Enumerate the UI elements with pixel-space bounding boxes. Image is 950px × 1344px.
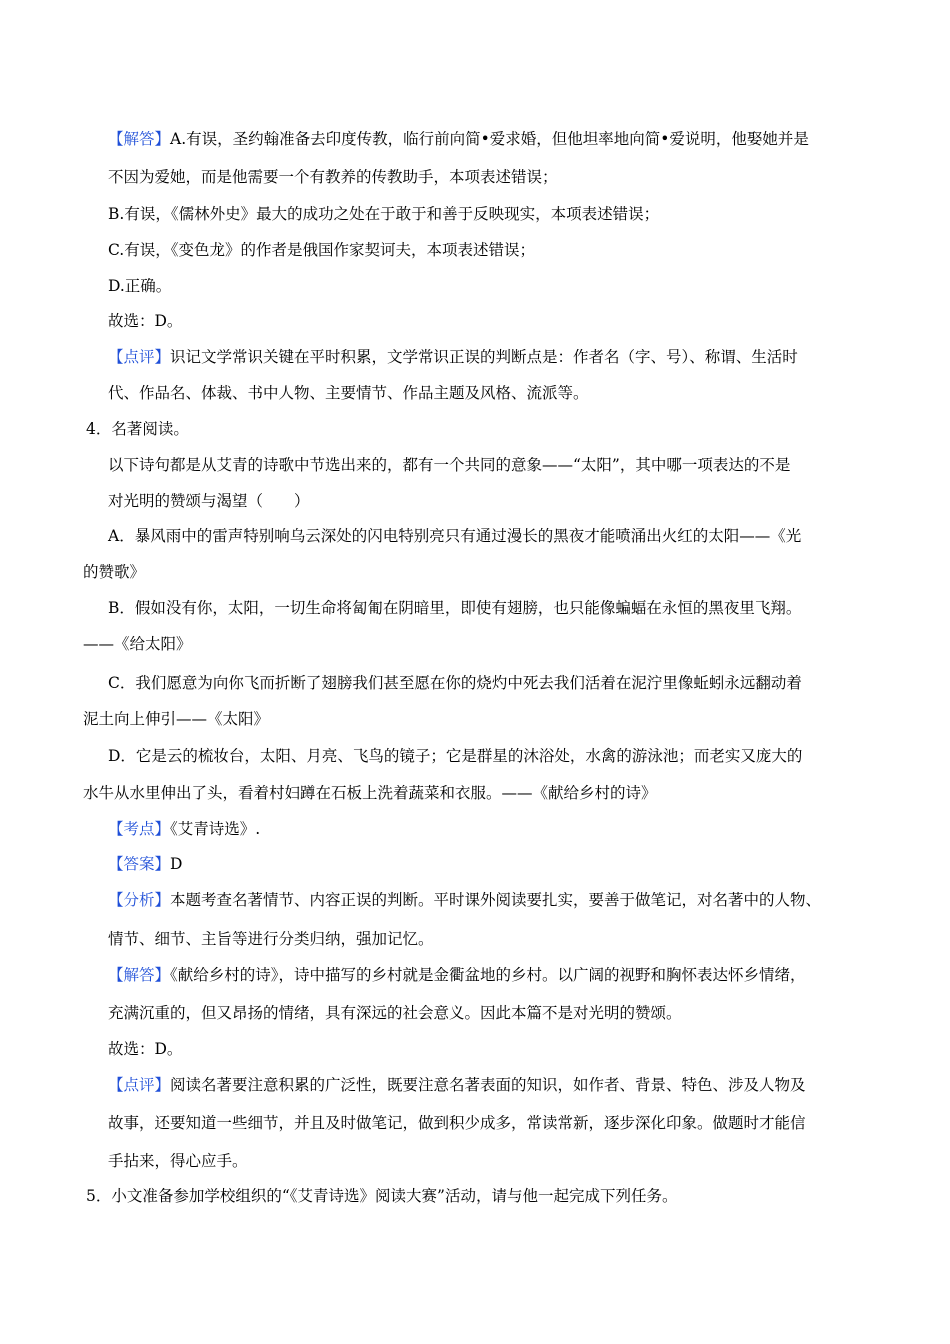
q4-dianping-text-1: 阅读名著要注意积累的广泛性，既要注意名著表面的知识，如作者、背景、特色、涉及人物及	[170, 1076, 806, 1094]
q4-daan-text: D	[170, 855, 183, 873]
dianping-tag: 【点评】	[108, 1076, 171, 1094]
q4-jieda-line-1	[108, 964, 806, 986]
q3-jieda-line-1	[108, 128, 809, 150]
fenxi-tag: 【分析】	[108, 891, 171, 909]
daan-tag: 【答案】	[108, 855, 171, 873]
q4-dianping-line-3: 手拈来，得心应手。	[108, 1152, 248, 1170]
q4-jieda-text-1: 《献给乡村的诗》，诗中描写的乡村就是金衢盆地的乡村。以广阔的视野和胸怀表达怀乡情绪，	[170, 966, 806, 984]
q5-title: 5．小文准备参加学校组织的“《艾青诗选》阅读大赛”活动，请与他一起完成下列任务。	[86, 1187, 678, 1205]
q3-option-d-analysis: D.正确。	[108, 277, 172, 295]
q3-dianping-line-2: 代、作品名、体裁、书中人物、主要情节、作品主题及风格、流派等。	[108, 384, 589, 402]
q4-kaodian-line	[108, 818, 260, 840]
kaodian-tag: 【考点】	[108, 820, 171, 838]
q4-option-d-line-1: D．它是云的梳妆台，太阳、月亮、飞鸟的镜子；它是群星的沐浴处，水禽的游泳池；而老实又庞大的	[108, 747, 803, 765]
q4-stem-line-1: 以下诗句都是从艾青的诗歌中节选出来的，都有一个共同的意象——“太阳”，其中哪一项表达的不是	[108, 456, 791, 474]
q4-option-a-line-1: A．暴风雨中的雷声特别响乌云深处的闪电特别亮只有通过漫长的黑夜才能喷涌出火红的太阳——《光	[108, 527, 802, 545]
jieda-tag: 【解答】	[108, 130, 171, 148]
q3-jieda-text-1: A.有误，圣约翰准备去印度传教，临行前向简•爱求婚，但他坦率地向简•爱说明，他娶她并是	[170, 130, 809, 148]
q4-choice: 故选：D。	[108, 1040, 183, 1058]
q3-dianping-line-1	[108, 346, 798, 368]
q4-fenxi-line-1	[108, 889, 821, 911]
q4-dianping-line-2: 故事，还要知道一些细节，并且及时做笔记，做到积少成多，常读常新，逐步深化印象。做题时才能信	[108, 1114, 806, 1132]
q4-stem-line-2: 对光明的赞颂与渴望（ ）	[108, 492, 310, 510]
q3-dianping-text-1: 识记文学常识关键在平时积累，文学常识正误的判断点是：作者名（字、号）、称谓、生活时	[170, 348, 798, 366]
q4-option-d-line-2: 水牛从水里伸出了头，看着村妇蹲在石板上洗着蔬菜和衣服。——《献给乡村的诗》	[83, 784, 657, 802]
q4-dianping-line-1	[108, 1074, 806, 1096]
q3-jieda-line-2: 不因为爱她，而是他需要一个有教养的传教助手，本项表述错误；	[108, 168, 558, 186]
q4-daan-line	[108, 853, 182, 875]
q4-jieda-line-2: 充满沉重的，但又昂扬的情绪，具有深远的社会意义。因此本篇不是对光明的赞颂。	[108, 1004, 682, 1022]
q3-option-b-analysis: B.有误，《儒林外史》最大的成功之处在于敢于和善于反映现实，本项表述错误；	[108, 205, 660, 223]
q4-option-c-line-2: 泥土向上伸引——《太阳》	[83, 710, 270, 728]
q4-option-a-line-2: 的赞歌》	[83, 563, 146, 581]
jieda-tag: 【解答】	[108, 966, 171, 984]
q4-fenxi-line-2: 情节、细节、主旨等进行分类归纳，强加记忆。	[108, 930, 434, 948]
q3-choice: 故选：D。	[108, 312, 183, 330]
q4-kaodian-text: 《艾青诗选》.	[170, 820, 261, 838]
q3-option-c-analysis: C.有误，《变色龙》的作者是俄国作家契诃夫，本项表述错误；	[108, 241, 535, 259]
q4-title: 4．名著阅读。	[86, 420, 189, 438]
q4-option-b-line-2: ——《给太阳》	[83, 635, 192, 653]
q4-option-c-line-1: C．我们愿意为向你飞而折断了翅膀我们甚至愿在你的烧灼中死去我们活着在泥泞里像蚯蚓永远翻动着	[108, 674, 802, 692]
q4-option-b-line-1: B．假如没有你，太阳，一切生命将匐匍在阴暗里，即使有翅膀，也只能像蝙蝠在永恒的黑夜里飞翔。	[108, 599, 802, 617]
dianping-tag: 【点评】	[108, 348, 171, 366]
q4-fenxi-text-1: 本题考查名著情节、内容正误的判断。平时课外阅读要扎实，要善于做笔记，对名著中的人物、	[170, 891, 822, 909]
